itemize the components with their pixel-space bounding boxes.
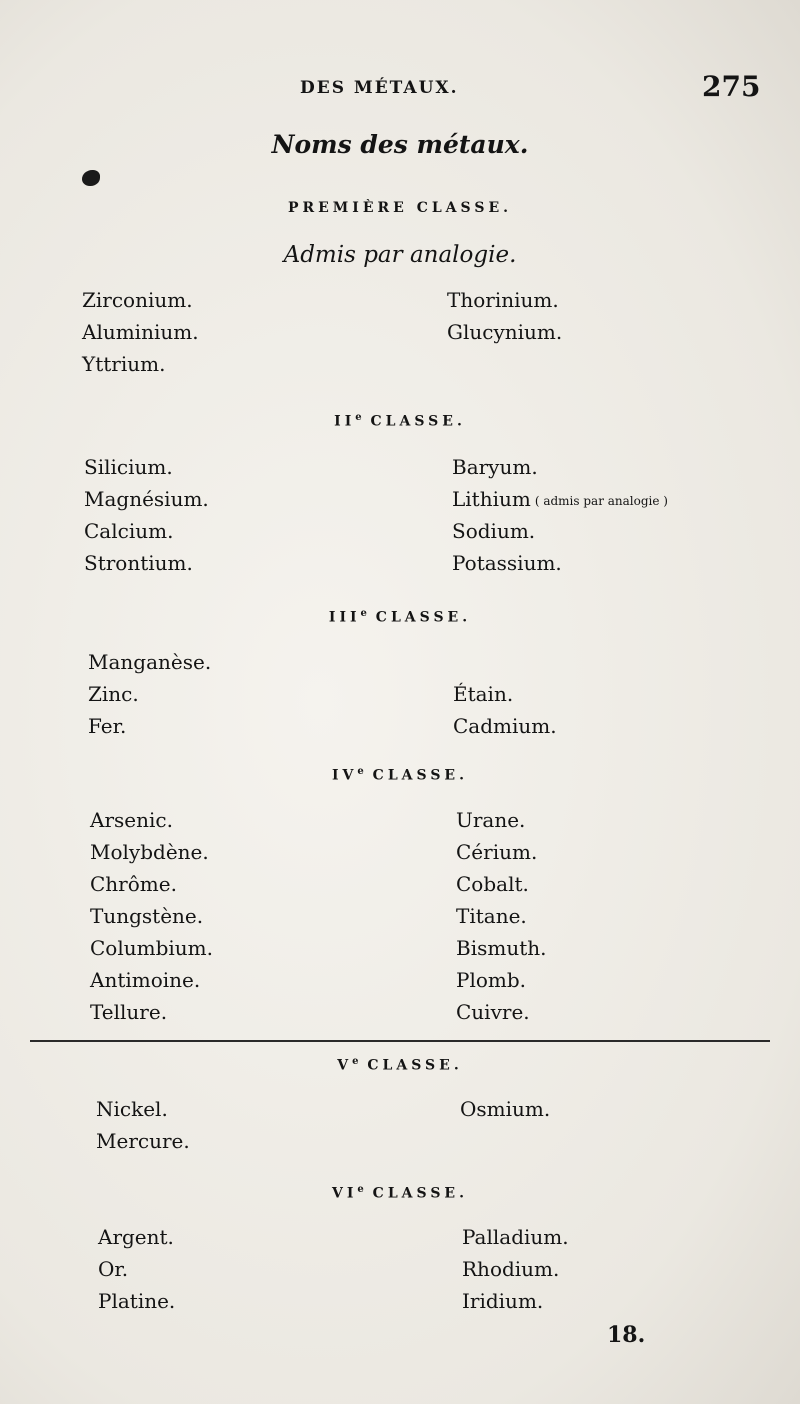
metal-item: Calcium.: [84, 519, 174, 543]
ink-blot: [82, 170, 100, 186]
page-number: 275: [702, 70, 761, 103]
metal-item: Tellure.: [90, 1000, 168, 1024]
metal-item: Antimoine.: [90, 968, 201, 992]
class-6-heading: [0, 1184, 800, 1202]
metal-item: Yttrium.: [82, 352, 166, 376]
class-word: CLASSE.: [367, 1057, 463, 1074]
class-word: CLASSE.: [372, 1185, 468, 1202]
class-suffix: e: [357, 1184, 364, 1195]
metal-item: Silicium.: [84, 455, 173, 479]
metal-item: Magnésium.: [84, 487, 209, 511]
metal-item: Cadmium.: [453, 714, 557, 738]
signature-mark: 18.: [607, 1322, 646, 1348]
metal-item: Aluminium.: [82, 320, 199, 344]
metal-item: Or.: [98, 1257, 129, 1281]
class-word: CLASSE.: [372, 767, 468, 784]
class-suffix: e: [352, 1056, 359, 1067]
metal-item: Thorinium.: [447, 288, 559, 312]
metal-item: Zinc.: [88, 682, 139, 706]
metal-item: Potassium.: [452, 551, 562, 575]
metal-item: Osmium.: [460, 1097, 551, 1121]
metal-item: Nickel.: [96, 1097, 168, 1121]
class-2-heading: [0, 412, 800, 430]
running-header: DES MÉTAUX.: [300, 78, 459, 98]
metal-item: Iridium.: [462, 1289, 544, 1313]
metal-item: Cobalt.: [456, 872, 529, 896]
class-1-heading: PREMIÈRE CLASSE.: [287, 200, 513, 216]
horizontal-rule: [30, 1040, 770, 1042]
metal-item: Manganèse.: [88, 650, 212, 674]
metal-item: Glucynium.: [447, 320, 563, 344]
metal-item: Tungstène.: [90, 904, 204, 928]
class-word: CLASSE.: [370, 413, 466, 430]
metal-item: Titane.: [456, 904, 527, 928]
class-suffix: e: [357, 766, 364, 777]
metal-name: Lithium: [452, 487, 531, 511]
class-numeral: III: [328, 609, 361, 626]
metal-item: Étain.: [453, 682, 514, 706]
metal-item: Baryum.: [452, 455, 538, 479]
class-numeral: VI: [332, 1185, 358, 1202]
metal-item: Arsenic.: [90, 808, 173, 832]
metal-item: Urane.: [456, 808, 526, 832]
metal-item-with-note: [452, 487, 668, 513]
class-4-heading: [0, 766, 800, 784]
class-numeral: II: [334, 413, 356, 430]
metal-item: Zirconium.: [82, 288, 193, 312]
metal-item: Cuivre.: [456, 1000, 530, 1024]
metal-item: Sodium.: [452, 519, 536, 543]
main-heading: Noms des métaux.: [271, 130, 529, 159]
class-numeral: V: [337, 1057, 353, 1074]
class-5-heading: [0, 1056, 800, 1074]
class-numeral: IV: [332, 767, 358, 784]
metal-item: Molybdène.: [90, 840, 209, 864]
class-1-subheading: Admis par analogie.: [283, 242, 517, 268]
metal-item: Cérium.: [456, 840, 538, 864]
metal-item: Palladium.: [462, 1225, 569, 1249]
class-suffix: e: [360, 608, 367, 619]
metal-item: Mercure.: [96, 1129, 190, 1153]
class-word: CLASSE.: [375, 609, 472, 626]
metal-item: Bismuth.: [456, 936, 547, 960]
metal-item: Rhodium.: [462, 1257, 560, 1281]
metal-item: Platine.: [98, 1289, 176, 1313]
metal-item: Strontium.: [84, 551, 193, 575]
metal-item: Plomb.: [456, 968, 527, 992]
class-3-heading: [0, 608, 800, 626]
metal-item: Chrôme.: [90, 872, 177, 896]
metal-item: Fer.: [88, 714, 127, 738]
class-suffix: e: [355, 412, 362, 423]
metal-item: Columbium.: [90, 936, 213, 960]
analogy-note: ( admis par analogie ): [534, 493, 668, 508]
metal-item: Argent.: [98, 1225, 174, 1249]
